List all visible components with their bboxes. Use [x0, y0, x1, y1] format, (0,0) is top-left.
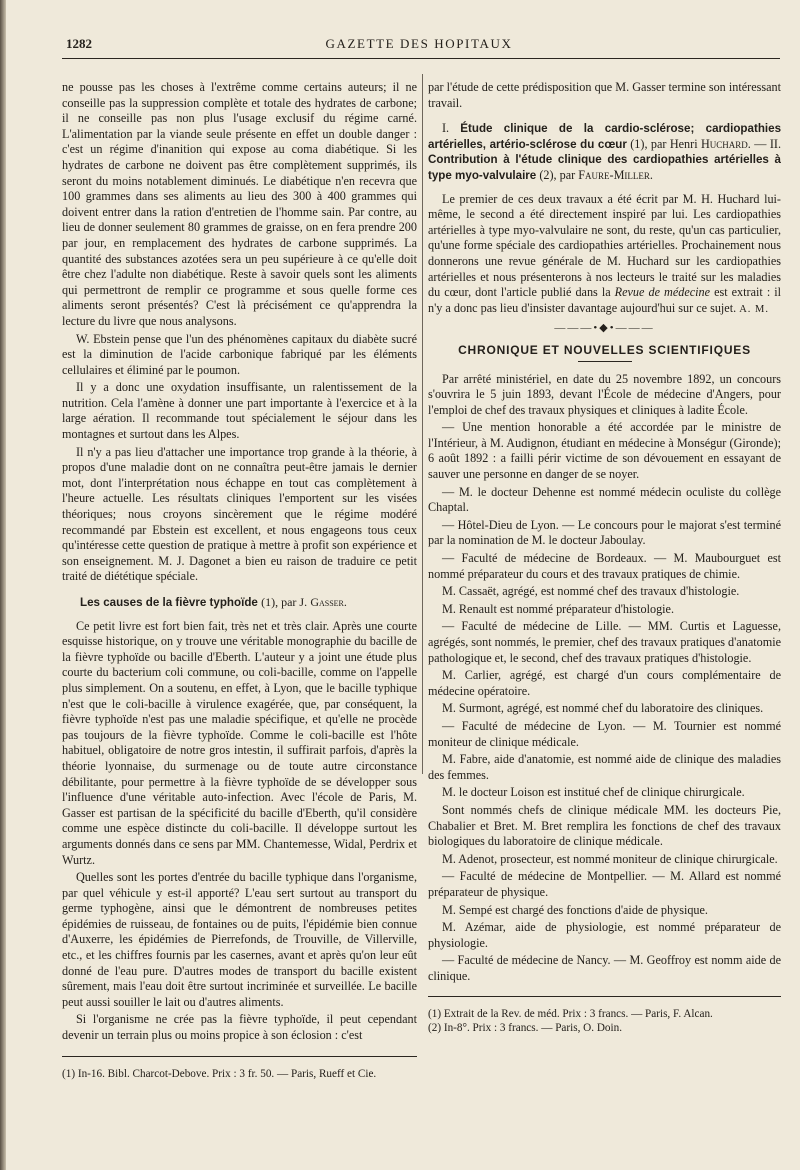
review-heading-typhoid	[80, 595, 417, 611]
review-ref: (1), par J.	[261, 595, 308, 609]
review-journal: Revue de médecine	[614, 285, 711, 300]
section-rule	[578, 361, 632, 362]
right-column	[428, 80, 781, 1035]
work-author: Faure-Miller.	[578, 167, 653, 182]
news-item: M. Cassaët, agrégé, est nommé chef des travaux d'histologie.	[442, 584, 740, 599]
paragraph: Ce petit livre est fort bien fait, très net et très clair. Après une courte esquisse historique, on y trouve une véritable monographie du bacille de la fièvre typhoïde ou bacille d'Eberth. L'auteur y a joint une étude plus courte du bacterium coli commune, ou coli-bacille, comme on l'appelle plus simplement. On a soutenu, en effet, à Lyon, que le bacille typhique n'est que le coli-bacille à virulence exagérée, que, par conséquent, la fièvre typhoïde n'est pas une maladie spécifique, et qu'elle ne procède pas toujours de la fièvre typhoïde. Comme le coli-bacille est l'hôte habituel, obligatoire de notre gros intestin, il suffirait parfois, d'après la théorie lyonnaise, du surmenage ou de toute autre circonstance débilitante, pour permettre à la fièvre typhoïde de se développer sous l'influence d'une véritable auto-infection. Avec l'école de Paris, M. Gasser est partisan de la spécificité du bacille d'Eberth, qu'il considère comme une espèce distincte du coli-bacille. Il développe surtout les arguments donnés dans ce sens par MM. Chantemesse, Widal, Perdrix et Wurtz.	[62, 618, 417, 867]
news-item: M. Sempé est chargé des fonctions d'aide de physique.	[442, 902, 708, 917]
news-item: — Faculté de médecine de Lyon. — M. Tournier est nommé moniteur de clinique médicale.	[428, 718, 781, 749]
news-item: — Hôtel-Dieu de Lyon. — Le concours pour le majorat s'est terminé par la nomination de M. le docteur Jaboulay.	[428, 517, 781, 548]
page-binding-edge	[0, 0, 6, 1170]
news-item: M. Fabre, aide d'anatomie, est nommé aide de clinique des maladies des femmes.	[428, 752, 781, 782]
left-column	[62, 80, 417, 1081]
news-item: M. Carlier, agrégé, est chargé d'un cours complémentaire de médecine opératoire.	[428, 668, 781, 698]
news-item: M. Surmont, agrégé, est nommé chef du laboratoire des cliniques.	[442, 701, 764, 716]
news-item: M. le docteur Loison est institué chef de clinique chirurgicale.	[442, 785, 745, 800]
work-number: I.	[442, 121, 450, 136]
review-paragraph	[428, 192, 781, 318]
news-item: — M. le docteur Dehenne est nommé médecin oculiste du collège Chaptal.	[428, 484, 781, 515]
work-title: Étude clinique de la cardio-sclérose; cardiopathies artérielles, artério-sclérose du cœur	[428, 122, 782, 151]
work-author: Huchard.	[701, 136, 751, 151]
footnote-rule	[428, 996, 781, 997]
work-ref: (1), par Henri	[630, 136, 698, 151]
footnote: (2) In-8°. Prix : 3 francs. — Paris, O. Doin.	[428, 1022, 623, 1035]
journal-title: GAZETTE DES HOPITAUX	[325, 36, 513, 51]
footnote: (1) Extrait de la Rev. de méd. Prix : 3 francs. — Paris, F. Alcan.	[428, 1008, 713, 1021]
news-item: Sont nommés chefs de clinique médicale MM. les docteurs Pie, Chabalier et Bret. M. Bret remplira les fonctions de chef des travaux biologiques du laboratoire de clinique médicale.	[428, 802, 781, 849]
column-divider	[422, 74, 423, 774]
news-item: — Faculté de médecine de Lille. — MM. Curtis et Laguesse, agrégés, sont nommés, le premier, chef des travaux pratiques d'anatomie pathologique et, le second, chef des travaux pratiques d'histologie.	[428, 619, 781, 665]
paragraph: Quelles sont les portes d'entrée du bacille typhique dans l'organisme, par quel véhicule y est-il apporté? L'eau sert surtout au transport du germe typhogène, ainsi que le démontrent de nombreuses petites épidémies de ruisseau, de fontaines ou de puits, l'épidémie bien connue d'Auxerre, les épidémies de Pierrefonds, de Trouville, de Villerville, etc., et les chiffres fournis par les casernes, avant et après qu'on leur eût donné de l'eau pure. D'autres modes de transport du bacille existent sûrement, mais l'eau doit être surtout incriminée et surveillée. Le bacille peut aussi souiller le lait ou d'autres aliments.	[62, 870, 417, 1009]
work-ref: (2), par	[539, 167, 576, 182]
page-header	[58, 36, 780, 58]
work-title: Contribution à l'étude clinique des cardiopathies artérielles à type myo-valvulaire	[428, 153, 781, 182]
work-entry-1	[428, 121, 781, 183]
header-rule	[62, 58, 780, 59]
work-number: II.	[769, 136, 781, 151]
paragraph: Il y a donc une oxydation insuffisante, un ralentissement de la nutrition. Cela l'amène à donner une part importante à l'exercice et à la large aération. Il recommande tout spécialement le séjour dans les montagnes et surtout dans les Alpes.	[62, 380, 417, 442]
news-item: — Faculté de médecine de Bordeaux. — M. Maubourguet est nommé préparateur du cours et des travaux pratiques de chimie.	[428, 551, 781, 581]
news-item: — Faculté de médecine de Montpellier. — M. Allard est nommé préparateur de physique.	[428, 869, 781, 899]
work-separator: —	[754, 136, 767, 151]
news-item: Par arrêté ministériel, en date du 25 novembre 1892, un concours s'ouvrira le 5 juin 1893, devant l'École de médecine d'Angers, pour l'emploi de chef des travaux physiques et cliniques à ladite École.	[428, 371, 781, 417]
news-item: M. Renault est nommé préparateur d'histologie.	[442, 601, 675, 616]
review-author: Gasser.	[310, 595, 347, 609]
page-number: 1282	[66, 36, 92, 51]
news-item: — Une mention honorable a été accordée par le ministre de l'Intérieur, à M. Audignon, étudiant en médecine à Monségur (Gironde); 6 août 1892 : a failli périr victime de son dévouement en essayant de sauver une personne en danger de se noyer.	[428, 420, 781, 482]
section-heading: CHRONIQUE ET NOUVELLES SCIENTIFIQUES	[458, 342, 751, 357]
news-item: M. Azémar, aide de physiologie, est nommé préparateur de physiologie.	[428, 920, 781, 950]
review-title: Les causes de la fièvre typhoïde	[80, 596, 258, 609]
ornament-divider: ———•◆•———	[554, 322, 655, 335]
review-initials: A. M.	[739, 303, 769, 315]
paragraph: W. Ebstein pense que l'un des phénomènes capitaux du diabète sucré est la diminution de l'acide carbonique fabriqué par les éléments cellulaires et éliminé par le poumon.	[62, 331, 417, 377]
paragraph: par l'étude de cette prédisposition que M. Gasser termine son intéressant travail.	[428, 80, 781, 110]
news-item: M. Adenot, prosecteur, est nommé moniteur de clinique chirurgicale.	[442, 851, 778, 866]
paragraph: Si l'organisme ne crée pas la fièvre typhoïde, il peut cependant devenir un terrain plus ou moins propice à son éclosion : c'est	[62, 1012, 417, 1043]
review-text-end: est extrait : il n'y a donc pas lieu d'insister davantage aujourd'hui sur ce sujet.	[428, 285, 782, 315]
paragraph: Il n'y a pas lieu d'attacher une importance trop grande à la théorie, à propos d'une maladie dont on ne connaîtra peut-être jamais le dernier mot, dont l'interprétation nous échappe en tout cas complètement à l'heure actuelle. Les résultats cliniques l'emportent sur les visées théoriques; nous croyons sincèrement que le régime modéré recommandé par Ebstein est excellent, et nous engageons tous ceux qu'intéresse cette question de pratique à mettre à profit son expérience et son enseignement. M. J. Dagonet a bien eu raison de traduire ce petit traité de diététique spéciale.	[62, 444, 417, 584]
footnote-rule	[62, 1056, 417, 1057]
paragraph: ne pousse pas les choses à l'extrême comme certains auteurs; il ne conseille pas la suppression complète et totale des hydrates de carbone; il ne conseille pas non plus l'usage exclusif du régime carné. L'alimentation par la viande seule présente en effet un double danger : c'est un régime d'inanition qui expose au coma diabétique. Si les hydrates de carbone ne doivent pas être complètement supprimés, ils seront du moins notablement diminués. Le diabétique n'en recevra que 100 grammes dans ses aliments au lieu des 300 à 400 grammes qui doivent entrer dans la ration d'entretien de l'homme sain. Par contre, au lieu de donner seulement 80 grammes de graisse, on en fera prendre 200 par jour, en remplacement des hydrates de carbone supprimés. La quantité des substances azotées sera un peu supérieure à ce qu'elle doit être chez l'adulte non diabétique. Reste à savoir quels sont les aliments qui permettront de remplir ce programme et sous quelle forme ces aliments seront présentés? C'est là précisément ce qu'apprendra la lecture du livre que nous analysons.	[62, 80, 417, 328]
news-item: — Faculté de médecine de Nancy. — M. Geoffroy est nomm aide de clinique.	[428, 953, 781, 983]
footnote: (1) In-16. Bibl. Charcot-Debove. Prix : 3 fr. 50. — Paris, Rueff et Cie.	[62, 1067, 377, 1080]
review-text: Le premier de ces deux travaux a été écrit par M. H. Huchard lui-même, le second a été directement inspiré par lui. Les cardiopathies artérielles à type myo-valvulaire ne sont, du reste, qu'un cas particulier, qu'une forme spéciale des cardiopathies artérielles. Prochainement nous donnerons une revue générale de M. Huchard sur les cardiopathies artérielles et nous présenterons à nos lecteurs le traité sur les maladies du cœur, dont l'article publié dans la	[428, 191, 781, 300]
